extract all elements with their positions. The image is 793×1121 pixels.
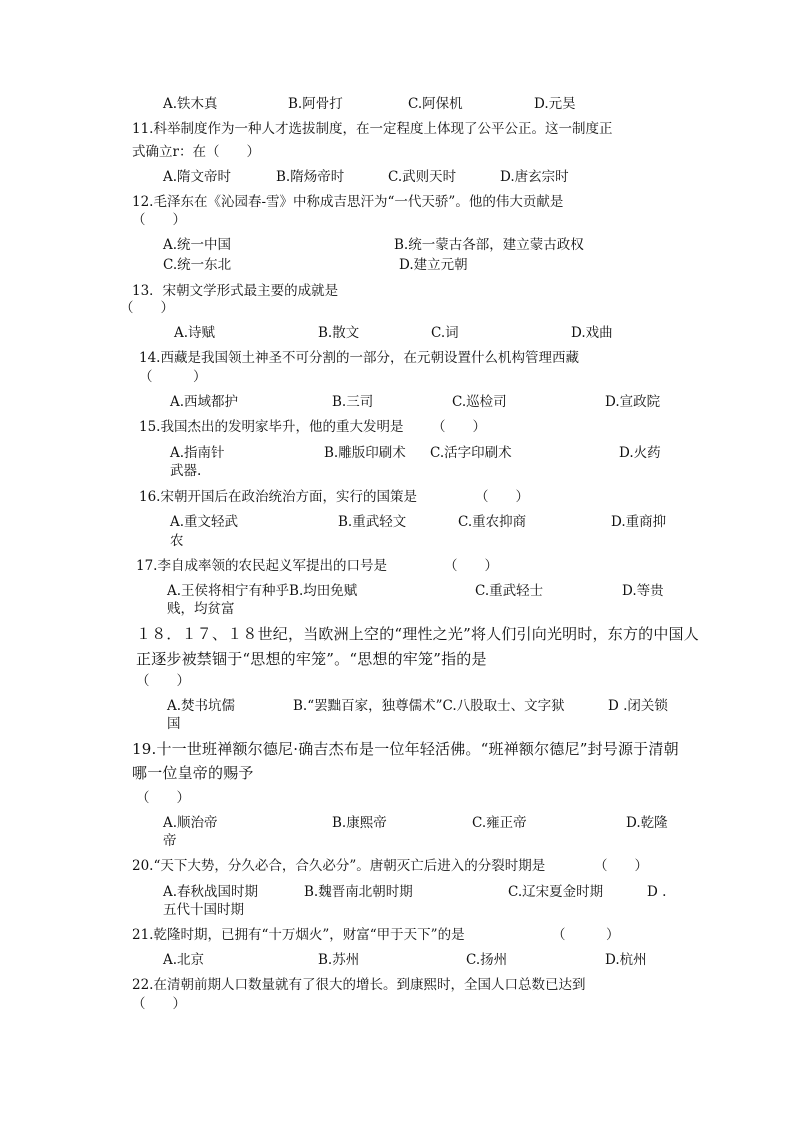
q13-option-a: A.诗赋: [174, 325, 216, 341]
q15-option-c: C.活字印刷术: [430, 445, 512, 461]
q22-paren: （ ）: [132, 996, 186, 1012]
q19-option-c: C.雍正帝: [472, 815, 527, 831]
q13-option-d: D.戏曲: [571, 325, 613, 341]
q16-option-a: A.重文轻武: [170, 514, 239, 530]
q19-stem: 19.十一世班禅额尔德尼·确吉杰布是一位年轻活佛。“班禅额尔德尼”封号源于清朝: [132, 740, 679, 758]
q11-option-d: D.唐玄宗时: [500, 169, 569, 185]
q14-paren: （ ）: [139, 369, 207, 385]
q13-stem: 13．宋朝文学形式最主要的成就是: [132, 283, 339, 299]
q17-option-d: D.等贵: [622, 583, 664, 599]
q21-stem: 21.乾隆时期，已拥有“十万烟火”，财富“甲于天下”的是: [132, 927, 465, 943]
q14-option-c: C.巡检司: [452, 394, 507, 410]
q14-stem: 14.西藏是我国领土神圣不可分割的一部分，在元朝设置什么机构管理西藏: [139, 350, 579, 366]
q11-stem-cont: 式确立r：在（ ）: [132, 144, 260, 160]
q20-option-d: D .: [647, 884, 667, 900]
q15-option-d-cont: 武器.: [170, 463, 202, 479]
q21-option-a: A.北京: [163, 952, 205, 968]
q16-paren: （ ）: [475, 489, 529, 505]
q20-paren: （ ）: [594, 858, 648, 874]
q11-stem: 11.科举制度作为一种人才选拔制度，在一定程度上体现了公平公正。这一制度正: [132, 121, 613, 137]
q21-option-b: B.苏州: [318, 952, 360, 968]
q18-option-a: A.焚书坑儒: [167, 698, 236, 714]
q16-option-d-cont: 农: [170, 533, 184, 549]
q12-option-c: C.统一东北: [163, 257, 232, 273]
q13-option-c: C.词: [431, 325, 459, 341]
q21-paren: （ ）: [552, 927, 620, 943]
q11-option-b: B.隋炀帝时: [276, 169, 345, 185]
q17-paren: （ ）: [444, 558, 498, 574]
q12-paren: （ ）: [132, 212, 186, 228]
q13-paren: （ ）: [120, 300, 174, 316]
q14-option-a: A.西域都护: [170, 394, 239, 410]
q15-paren: （ ）: [432, 419, 486, 435]
q15-option-d: D.火药: [619, 445, 661, 461]
q16-option-d: D.重商抑: [611, 514, 667, 530]
q21-option-c: C.扬州: [466, 952, 508, 968]
q16-option-b: B.重武轻文: [338, 514, 407, 530]
q22-stem: 22.在清朝前期人口数量就有了很大的增长。到康熙时，全国人口总数已达到: [132, 977, 586, 993]
q17-option-d-cont: 贱，均贫富: [167, 601, 235, 617]
q20-stem: 20.“天下大势，分久必合，合久必分”。唐朝灭亡后进入的分裂时期是: [132, 858, 546, 874]
q18-option-d: D .闭关锁: [608, 698, 668, 714]
q10-option-a: A.铁木真: [163, 96, 218, 112]
q17-option-ab: A.王侯将相宁有种乎B.均田免赋: [167, 583, 358, 599]
q18-stem-cont: 正逐步被禁锢于“思想的牢笼”。“思想的牢笼”指的是: [136, 650, 487, 668]
q10-option-d: D.元昊: [534, 96, 576, 112]
q17-stem: 17.李自成率领的农民起义军提出的口号是: [136, 558, 387, 574]
q19-option-b: B.康熙帝: [332, 815, 387, 831]
q15-stem: 15.我国杰出的发明家毕升，他的重大发明是: [139, 419, 404, 435]
q12-option-d: D.建立元朝: [399, 257, 468, 273]
q12-option-b: B.统一蒙古各部，建立蒙古政权: [394, 237, 584, 253]
q11-option-c: C.武则天时: [388, 169, 457, 185]
q14-option-b: B.三司: [332, 394, 374, 410]
q18-option-d-cont: 国: [167, 716, 181, 732]
q17-option-c: C.重武轻士: [475, 583, 544, 599]
q10-option-c: C.阿保机: [408, 96, 463, 112]
q19-stem-cont: 哪一位皇帝的赐予: [132, 764, 254, 782]
q16-option-c: C.重农抑商: [458, 514, 527, 530]
q13-option-b: B.散文: [318, 325, 360, 341]
q12-stem: 12.毛泽东在《沁园春-雪》中称成吉思汗为“一代天骄”。他的伟大贡献是: [132, 194, 564, 210]
q20-option-b: B.魏晋南北朝时期: [304, 884, 413, 900]
q20-option-c: C.辽宋夏金时期: [508, 884, 604, 900]
q11-option-a: A.隋文帝时: [163, 169, 232, 185]
q21-option-d: D.杭州: [605, 952, 647, 968]
q15-option-a: A.指南针: [170, 445, 225, 461]
q19-paren: （ ）: [136, 790, 190, 806]
q12-option-a: A.统一中国: [163, 237, 232, 253]
q18-stem: １８．１７、１８世纪，当欧洲上空的“理性之光”将人们引向光明时，东方的中国人: [136, 625, 699, 643]
q20-option-a: A.春秋战国时期: [163, 884, 259, 900]
q19-option-d: D.乾隆: [626, 815, 668, 831]
q20-option-d-cont: 五代十国时期: [163, 902, 244, 918]
q14-option-d: D.宣政院: [605, 394, 661, 410]
q16-stem: 16.宋朝开国后在政治统治方面，实行的国策是: [139, 489, 417, 505]
q18-paren: （ ）: [136, 673, 190, 689]
q15-option-b: B.雕版印刷术: [324, 445, 406, 461]
q10-option-b: B.阿骨打: [288, 96, 343, 112]
q19-option-a: A.顺治帝: [163, 815, 218, 831]
q19-option-d-cont: 帝: [163, 833, 177, 849]
q18-option-bc: B.“罢黜百家，独尊儒术”C.八股取士、文字狱: [293, 698, 565, 714]
